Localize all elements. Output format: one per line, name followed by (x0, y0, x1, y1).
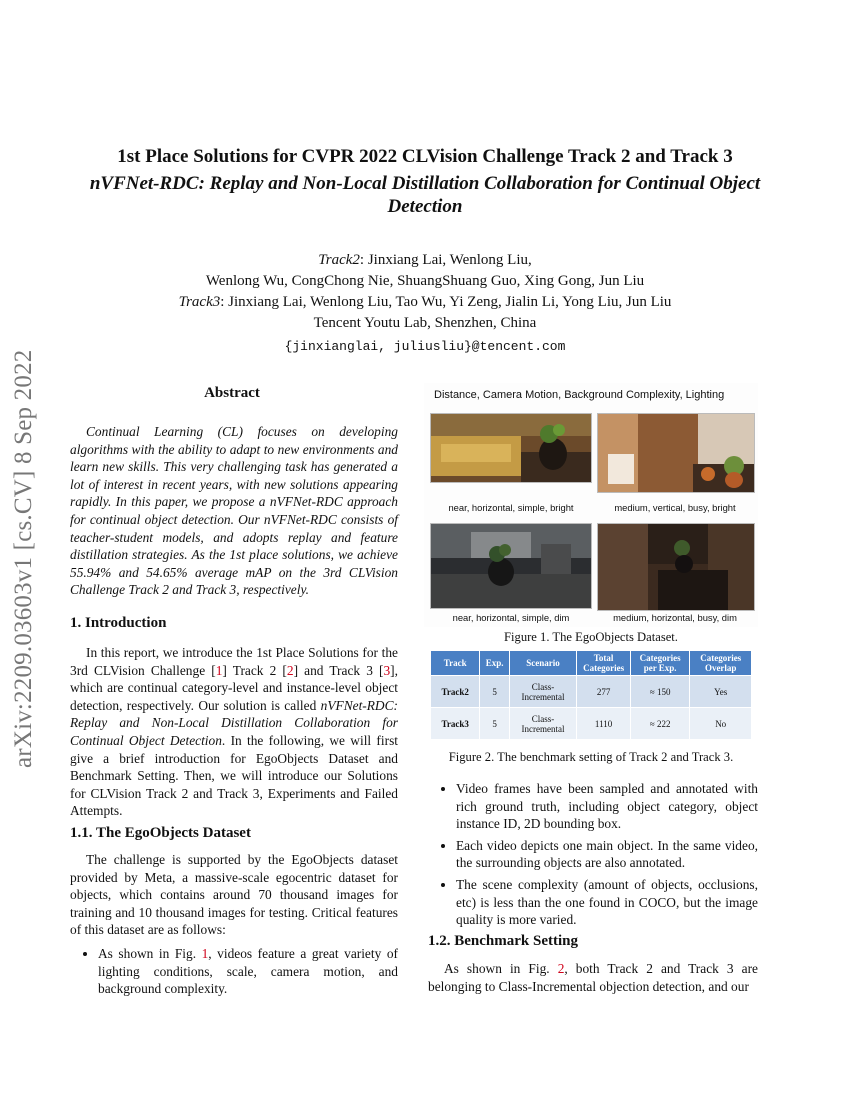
table-cell: 1110 (577, 708, 631, 740)
photo-caption: near, horizontal, simple, bright (448, 502, 574, 513)
table-cell: Track3 (431, 708, 480, 740)
figure-link[interactable]: 2 (557, 961, 565, 976)
photo-caption: medium, horizontal, busy, dim (613, 612, 737, 623)
table-header-cell: Track (431, 651, 480, 676)
table-header-cell: Exp. (480, 651, 509, 676)
track2-label: Track2 (318, 252, 360, 268)
photo-caption: near, horizontal, simple, dim (452, 612, 570, 623)
benchmark-heading: 1.2. Benchmark Setting (428, 933, 578, 949)
table-header-cell: Total Categories (577, 651, 631, 676)
photo-medium-vertical-busy-bright (597, 413, 755, 493)
track2-authors-line2: Wenlong Wu, CongChong Nie, ShuangShuang Guo, Xing Gong, Jun Liu (205, 273, 645, 289)
benchmark-section (428, 933, 758, 995)
figure-1-heading: Distance, Camera Motion, Background Complexity, Lighting (434, 389, 725, 401)
table-row (431, 676, 752, 708)
egoobjects-paragraph: The challenge is supported by the EgoObjects dataset provided by Meta, a massive-scale egocentric dataset for objects, which contains around 70 thousand images for training and 10 thousand images for testing. Critical features of this dataset are as follows: (70, 852, 398, 938)
track2-authors-line (60, 250, 790, 271)
track2-names: : Jinxiang Lai, Wenlong Liu, (359, 252, 532, 268)
abstract-section (70, 385, 398, 599)
table-cell: 277 (577, 676, 631, 708)
bench-text-1: As shown in Fig. (444, 961, 558, 976)
affiliation: Tencent Youtu Lab, Shenzhen, China (313, 315, 537, 331)
track3-label: Track3 (178, 294, 221, 310)
table-cell: No (690, 708, 752, 740)
figure-1-caption: Figure 1. The EgoObjects Dataset. (504, 630, 678, 644)
bench-text-2: , both Track 2 and Track 3 are belonging to Class-Incremental objection detection, and our (428, 961, 758, 994)
intro-text-1: In this report, we introduce the 1st Place Solutions for the 3rd CLVision Challenge [ (70, 645, 398, 678)
table-cell: Track2 (431, 676, 480, 708)
track3-names: : Jinxiang Lai, Wenlong Liu, Tao Wu, Yi Zeng, Jialin Li, Yong Liu, Jun Liu (220, 294, 672, 310)
intro-heading: 1. Introduction (70, 615, 167, 631)
intro-text-4: ], which are continual category-level and instance-level object detection, respectively. Our solution is called (70, 662, 398, 713)
table-header-cell: Categories Overlap (690, 651, 752, 676)
intro-text-3: ] and Track 3 [ (293, 662, 384, 678)
photo-medium-horizontal-busy-dim (597, 523, 755, 611)
arxiv-stamp-text: arXiv:2209.03603v1 [cs.CV] 8 Sep 2022 (10, 349, 37, 768)
figure-2-caption: Figure 2. The benchmark setting of Track 2 and Track 3. (448, 750, 734, 764)
benchmark-paragraph (428, 960, 758, 995)
intro-text-2: ] Track 2 [ (222, 662, 287, 678)
table-header-row (431, 651, 752, 676)
table-row (431, 708, 752, 740)
citation-link[interactable]: 1 (215, 662, 223, 678)
benchmark-table (430, 650, 752, 740)
introduction-section (70, 615, 398, 820)
table-cell: 5 (480, 708, 509, 740)
table-cell: Yes (690, 676, 752, 708)
table-cell: Class-Incremental (509, 708, 577, 740)
abstract-text: Continual Learning (CL) focuses on developing algorithms with the ability to adapt to new environments and learn new skills. This very challenging task has generated a lot of interest in recent years, with new solutions appearing rapidly. In this paper, we propose a nVFNet-RDC approach for continual object detection. Our nVFNet-RDC consists of teacher-student models, and adopts replay and feature distillation strategies. As the 1st place solutions, we achieve 55.94% and 54.65% average mAP on the 3rd CLVision Challenge Track 2 and Track 3, respectively. (70, 424, 398, 598)
intro-text-5: . In the following, we will first give a brief introduction for EgoObjects Dataset and Benchmark Setting. Then, we will introduce our Solutions for CLVision Track 2 and Track 3, Experiments and Failed Attempts. (70, 732, 398, 819)
benchmark-table-figure (430, 650, 754, 740)
author-email: {jinxianglai, juliusliu}@tencent.com (284, 339, 566, 354)
table-header-cell: Categories per Exp. (630, 651, 690, 676)
table-header-cell: Scenario (509, 651, 577, 676)
solution-name: nVFNet-RDC: Replay and Non-Local Distillation Collaboration for Continual Object Detection (70, 697, 398, 748)
bullet-text-2: , videos feature a great variety of lighting conditions, scale, camera motion, and background complexity. (98, 945, 398, 997)
list-item: • Each video depicts one main object. In the same video, the surrounding objects are also annotated. (456, 837, 758, 872)
dataset-features (428, 780, 758, 933)
citation-link[interactable]: 2 (286, 662, 294, 678)
list-item: • The scene complexity (amount of objects, occlusions, etc) is less than the one found in COCO, but the image quality is more varied. (456, 876, 758, 929)
photo-near-horizontal-simple-bright (430, 413, 592, 483)
abstract-heading: Abstract (204, 385, 260, 401)
features-list (428, 780, 758, 929)
figure-link[interactable]: 1 (201, 945, 209, 961)
figure-1 (424, 383, 758, 627)
egoobjects-section (70, 825, 398, 1002)
table-cell: Class-Incremental (509, 676, 577, 708)
intro-paragraph (70, 644, 398, 820)
paper-title: 1st Place Solutions for CVPR 2022 CLVision Challenge Track 2 and Track 3 (117, 146, 733, 167)
bullet-text-1: As shown in Fig. (98, 945, 202, 961)
table-cell: ≈ 150 (630, 676, 690, 708)
egoobjects-heading: 1.1. The EgoObjects Dataset (70, 825, 251, 841)
paper-subtitle: nVFNet-RDC: Replay and Non-Local Distillation Collaboration for Continual Object Detection (89, 173, 761, 217)
egoobjects-bullets (70, 945, 398, 998)
author-block (60, 250, 790, 357)
track3-authors-line (60, 292, 790, 313)
photo-caption: medium, vertical, busy, bright (614, 502, 736, 513)
table-cell: 5 (480, 676, 509, 708)
photo-near-horizontal-simple-dim (430, 523, 592, 609)
citation-link[interactable]: 3 (383, 662, 391, 678)
list-item (98, 945, 398, 998)
list-item: • Video frames have been sampled and annotated with rich ground truth, including object category, object instance ID, 2D bounding box. (456, 780, 758, 833)
table-cell: ≈ 222 (630, 708, 690, 740)
